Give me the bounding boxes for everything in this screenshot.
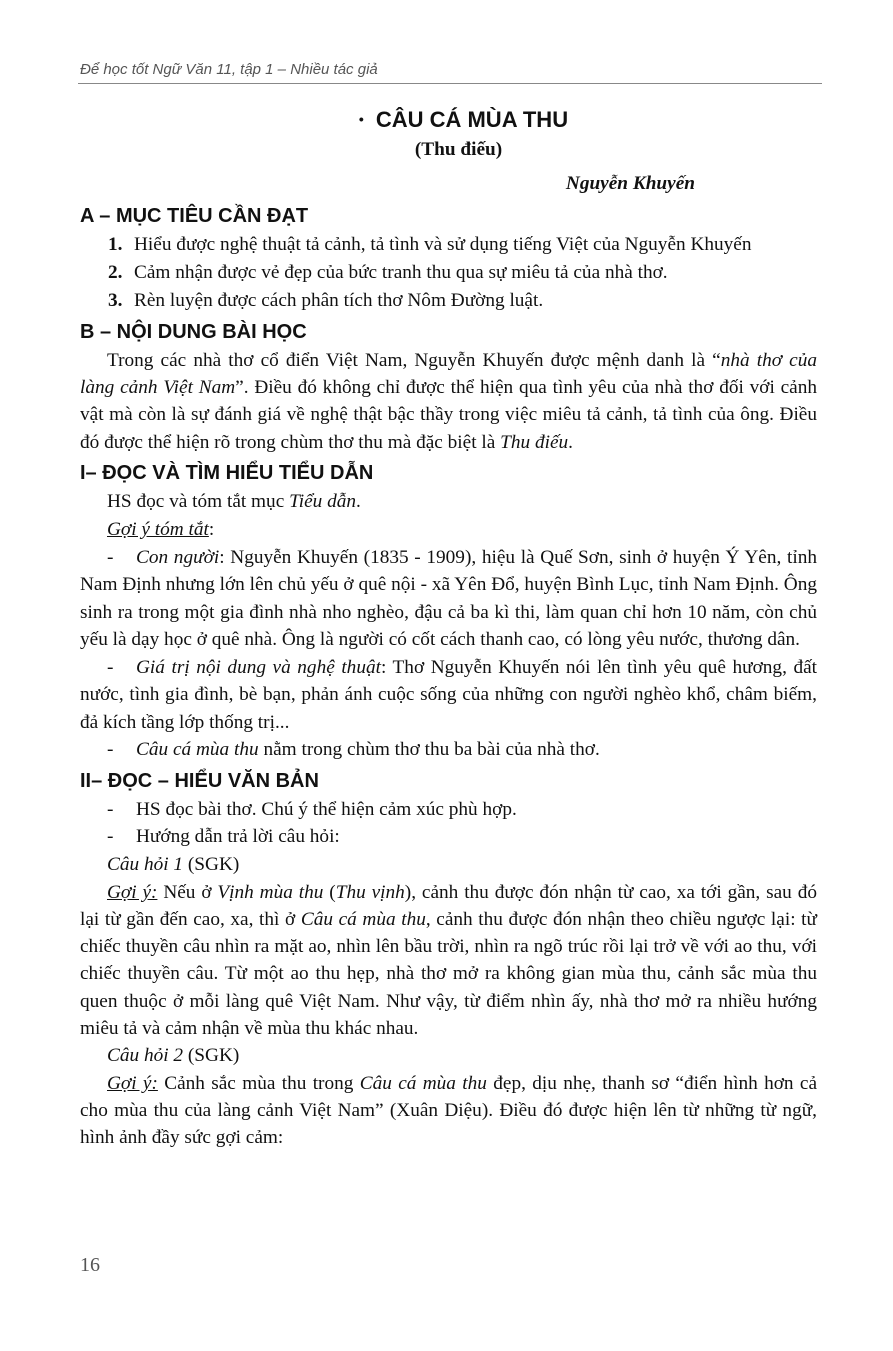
- italic-run: Câu cá mùa thu: [300, 909, 426, 931]
- italic-run: nhà thơ của làng cảnh Việt Nam: [80, 350, 817, 399]
- text-run: đẹp, dịu nhẹ, thanh sơ “điển hình hơn cả cho mùa thu của làng cảnh Việt Nam” (Xuân Diệu). Điều đó được hiện lên từ những từ ngữ, hình ảnh đầy sức gợi cảm:: [80, 1073, 818, 1149]
- guide-item: [80, 823, 817, 851]
- author-name: Nguyễn Khuyến: [565, 173, 695, 194]
- text-run: ”. Điều đó không chỉ được thể hiện qua tình yêu của nhà thơ đối với cảnh vật mà còn là sự đánh giá về nghệ thật bậc thầy trong việc miêu tả cảnh, tả tình của ông. Điều đó được thể hiện rõ trong chùm thơ thu mà đặc biệt là: [80, 377, 817, 453]
- text-run: (SGK): [183, 853, 240, 875]
- objective-number: 3.: [108, 290, 123, 311]
- italic-run: Giá trị nội dung và nghệ thuật: [136, 656, 381, 678]
- text-run: Nếu ở: [157, 881, 218, 903]
- italic-run: Câu hỏi 1: [107, 853, 184, 875]
- dash-marker: -: [107, 656, 114, 678]
- hint-label: Gợi ý:: [107, 881, 158, 903]
- guide-item: [80, 796, 817, 824]
- text-run: nằm trong chùm thơ thu ba bài của nhà thơ.: [258, 739, 600, 761]
- italic-run: Tiểu dẫn: [289, 490, 357, 512]
- dash-marker: -: [107, 739, 114, 761]
- objective-text: Cảm nhận được vẻ đẹp của bức tranh thu qua sự miêu tả của nhà thơ.: [134, 262, 668, 283]
- section-a-heading: A – MỤC TIÊU CẦN ĐẠT: [80, 205, 309, 227]
- text-run: ), cảnh thu được đón nhận từ cao, xa tới gần, sau đó lại từ gần đến cao, xa, thì ở: [80, 881, 817, 931]
- summary-item: [80, 654, 817, 737]
- objective-item: [80, 287, 817, 315]
- header-divider: [78, 83, 822, 84]
- intro-paragraph: [80, 347, 817, 456]
- text-run: , cảnh thu được đón nhận theo chiều ngược lại: từ chiếc thuyền câu nhìn ra mặt ao, nhìn lên bầu trời, nhìn ra ngõ trúc rồi lại trở về với ao thu, với chiếc thuyền câu. Từ một ao thu hẹp, nhà thơ mở ra không gian mùa thu, cảnh sắc mùa thu quen thuộc ở mỗi làng quê Việt Nam. Như vậy, từ điểm nhìn ấy, nhà thơ mở ra nhiều hướng miêu tả và cảm nhận về mùa thu khác nhau.: [80, 909, 817, 1039]
- italic-run: Con người: [136, 546, 220, 568]
- text-run: .: [356, 490, 361, 512]
- page-content: [80, 100, 817, 1152]
- lesson-title-text: CÂU CÁ MÙA THU: [375, 107, 569, 132]
- text-run: HS đọc và tóm tắt mục: [107, 490, 290, 512]
- text-run: HS đọc bài thơ. Chú ý thể hiện cảm xúc phù hợp.: [136, 798, 517, 820]
- summary-item: [80, 736, 817, 764]
- objective-text: Hiểu được nghệ thuật tả cảnh, tả tình và sử dụng tiếng Việt của Nguyễn Khuyến: [134, 234, 752, 255]
- section-2-heading: II– ĐỌC – HIỂU VĂN BẢN: [80, 769, 319, 792]
- text-run: Trong các nhà thơ cổ điển Việt Nam, Nguyễn Khuyến được mệnh danh là “: [107, 350, 721, 371]
- italic-run: Câu cá mùa thu: [136, 739, 259, 761]
- text-run: : Thơ Nguyễn Khuyến nói lên tình yêu quê hương, đất nước, tình gia đình, bè bạn, phản ánh cuộc sống của những con người nghèo khổ, châm biếm, đả kích tầng lớp thống trị...: [80, 656, 818, 733]
- hint-label-line: [80, 516, 817, 544]
- text-run: (: [323, 881, 336, 903]
- hint-label: Gợi ý tóm tắt: [107, 518, 209, 540]
- objective-item: [80, 259, 817, 287]
- dash-marker: -: [107, 798, 114, 820]
- instruction-line: [80, 488, 817, 516]
- italic-run: Vịnh mùa thu: [217, 881, 324, 903]
- page-number: 16: [80, 1254, 100, 1276]
- dash-marker: -: [107, 546, 114, 568]
- objective-number: 1.: [108, 234, 123, 255]
- dash-marker: -: [107, 826, 114, 848]
- bullet-icon: •: [358, 111, 364, 127]
- text-run: .: [568, 431, 573, 453]
- italic-run: Thu vịnh: [335, 881, 405, 903]
- text-run: (SGK): [183, 1045, 240, 1067]
- section-b-heading: B – NỘI DUNG BÀI HỌC: [80, 321, 307, 343]
- text-run: Cảnh sắc mùa thu trong: [157, 1073, 360, 1095]
- question-1-label: [80, 851, 817, 879]
- italic-run: Câu cá mùa thu: [359, 1073, 487, 1095]
- question-2-label: [80, 1042, 817, 1070]
- lesson-title: [80, 104, 817, 135]
- hint-label: Gợi ý:: [107, 1073, 158, 1095]
- objective-item: [80, 231, 817, 259]
- text-run: :: [208, 518, 215, 540]
- text-run: : Nguyễn Khuyến (1835 - 1909), hiệu là Quế Sơn, sinh ở huyện Ý Yên, tỉnh Nam Định nhưng lớn lên chủ yếu ở quê nội - xã Yên Đổ, huyện Bình Lục, tỉnh Nam Định. Ông sinh ra trong một gia đình nhà nho nghèo, đậu cả ba kì thi, làm quan chỉ hơn 10 năm, còn chủ yếu là dạy học ở quê nhà. Ông là người có cốt cách thanh cao, có lòng yêu nước, thương dân.: [80, 546, 817, 651]
- objective-text: Rèn luyện được cách phân tích thơ Nôm Đường luật.: [134, 290, 544, 311]
- answer-1-paragraph: [80, 879, 817, 1042]
- italic-run: Câu hỏi 2: [107, 1045, 184, 1067]
- section-1-heading: I– ĐỌC VÀ TÌM HIỂU TIỂU DẪN: [80, 461, 374, 484]
- summary-item: [80, 544, 817, 654]
- objective-number: 2.: [108, 262, 123, 283]
- text-run: Hướng dẫn trả lời câu hỏi:: [136, 826, 340, 848]
- running-header: Để học tốt Ngữ Văn 11, tập 1 – Nhiều tác giả: [80, 61, 378, 78]
- italic-run: Thu điếu: [500, 431, 569, 453]
- answer-2-paragraph: [80, 1070, 817, 1152]
- lesson-subtitle: (Thu điếu): [414, 139, 503, 160]
